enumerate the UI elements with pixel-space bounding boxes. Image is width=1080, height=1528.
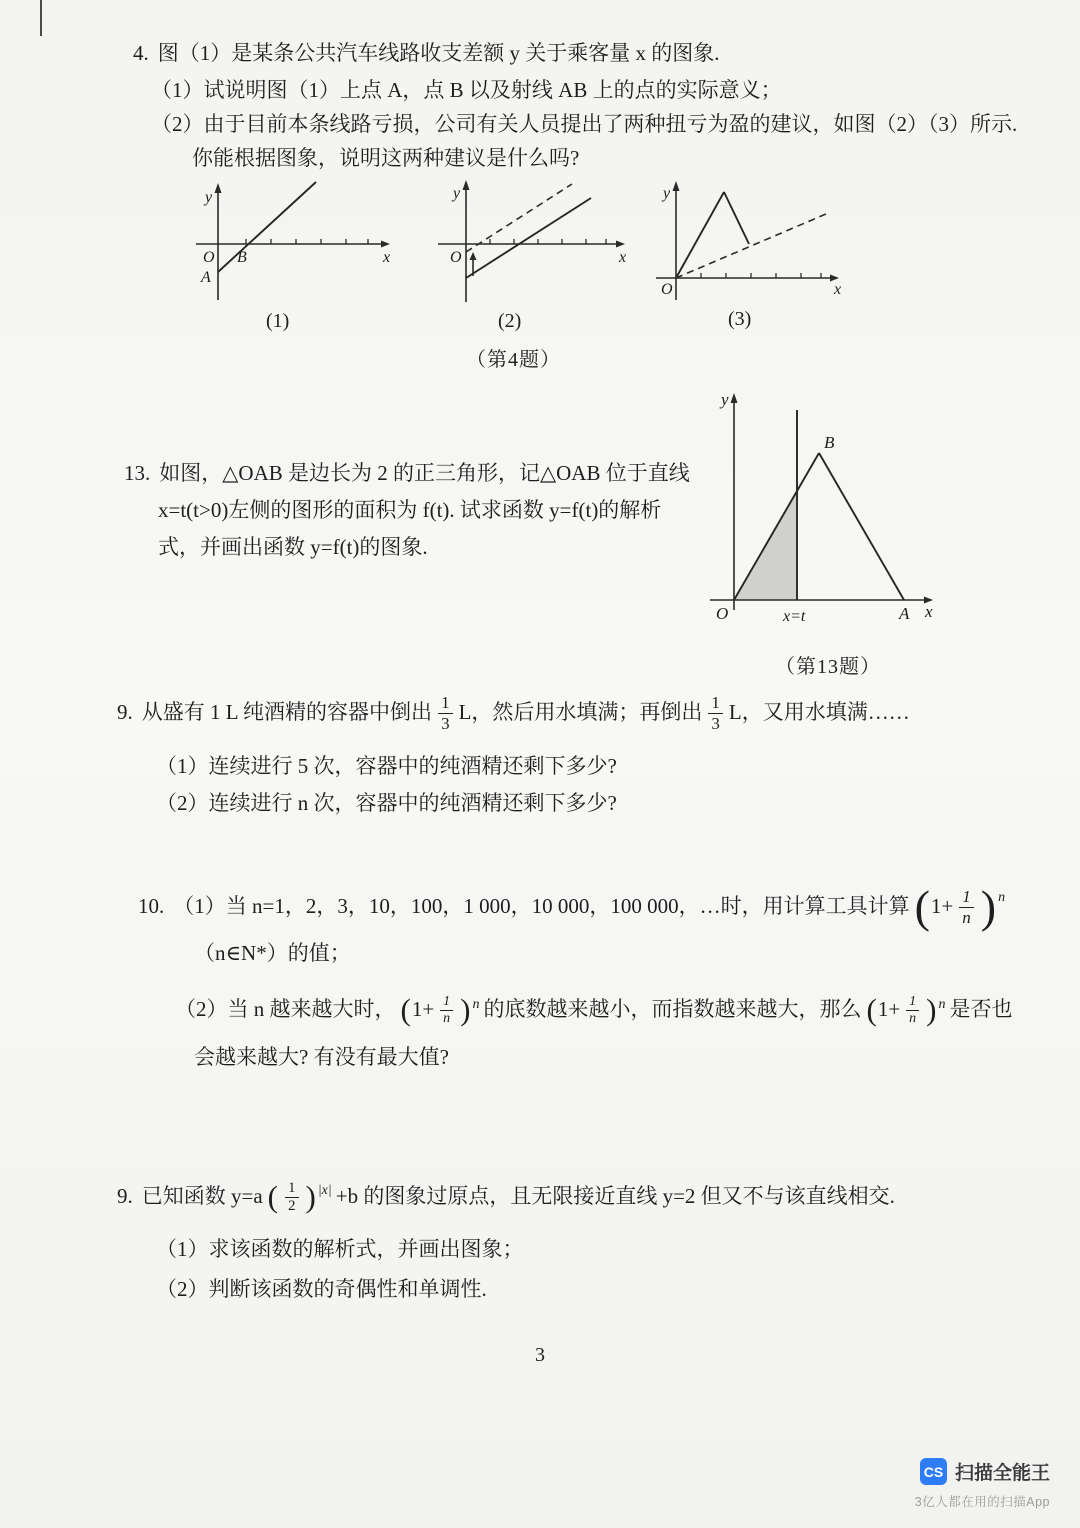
- problem4-intro-line: [133, 40, 720, 67]
- fig2-origin-label: O: [450, 249, 462, 266]
- exponent-n: n: [472, 996, 480, 1012]
- problem9a-item1: （1）连续进行 5 次，容器中的纯酒精还剩下多少?: [156, 754, 617, 778]
- problem4-item2-cont: 你能根据图象，说明这两种建议是什么吗?: [192, 146, 580, 170]
- expression-one-plus-one-over-n: ( 1+ $\frac{1}{n}$ ) n: [400, 992, 480, 1027]
- problem13-line1: [124, 460, 690, 487]
- fig2-y-label: y: [453, 185, 461, 202]
- fig1-pointB-label: B: [237, 249, 247, 266]
- fig13-side-BA: [819, 453, 904, 600]
- problem9a-number: 9.: [117, 700, 133, 725]
- problem10-line4: 会越来越大? 有没有最大值?: [194, 1045, 449, 1069]
- problem10-item1-tail: （n∈N*）的值；: [194, 941, 351, 965]
- fraction-denominator: 3: [708, 713, 723, 733]
- scanner-app-tagline: 3亿人都在用的扫描App: [914, 1495, 1050, 1509]
- fraction-numerator: 1: [441, 693, 450, 713]
- expression-one-plus-one-over-n: ( 1+ $\frac{1}{n}$ ) n: [866, 992, 946, 1027]
- exponent-n: n: [938, 996, 946, 1012]
- problem9b-item1: （1）求该函数的解析式，并画出图象；: [156, 1237, 524, 1261]
- fig13-y-label: y: [721, 390, 729, 409]
- problem10-number: 10.: [138, 894, 165, 919]
- fraction-one-third: [438, 693, 453, 732]
- problem10-item2-seg1: （2）当 n 越来越大时，: [175, 997, 396, 1022]
- problem9a-item2: （2）连续进行 n 次，容器中的纯酒精还剩下多少?: [156, 791, 617, 815]
- problem10-item2-seg2: 的底数越来越小，而指数越来越大，那么: [483, 997, 862, 1022]
- problem4-intro-text: 图（1）是某条公共汽车线路收支差额 y 关于乘客量 x 的图象.: [157, 41, 720, 65]
- problem10-line1: [138, 878, 1009, 936]
- fig3-y-label: y: [663, 185, 671, 202]
- expr-base: 1+: [411, 997, 435, 1022]
- problem9b-seg2: +b 的图象过原点，且无限接近直线 y=2 但又不与该直线相交.: [335, 1184, 895, 1209]
- problem9a-line1: [117, 690, 910, 736]
- expression-one-plus-one-over-n-big: ( 1+ $\frac{1}{n}$ ) n: [914, 881, 1006, 932]
- figure-problem4-2: [426, 178, 631, 310]
- exponent-n: n: [998, 890, 1006, 906]
- fig1-line-AB: [218, 182, 316, 272]
- problem10-line3: [175, 982, 1013, 1038]
- figure1-label: (1): [266, 310, 290, 332]
- problem9b-number: 9.: [117, 1184, 133, 1209]
- problem9b-seg1: 已知函数 y=a: [141, 1184, 263, 1209]
- problem9a-seg3: L，又用水填满……: [728, 700, 910, 725]
- fig1-x-label: x: [383, 249, 391, 266]
- figure-problem4-1: [186, 180, 396, 308]
- fig3-original-line-dashed: [676, 214, 826, 278]
- fig2-x-label: x: [619, 249, 627, 266]
- fig3-x-label: x: [834, 281, 842, 298]
- exponent-abs-x: |x|: [317, 1182, 332, 1198]
- fraction-numerator: 1: [288, 1179, 296, 1196]
- problem13-line3: 式，并画出函数 y=f(t)的图象.: [158, 535, 428, 559]
- problem10-item1-lead: （1）当 n=1，2，3，10，100，1 000，10 000，100 000，…时，用计算工具计算: [173, 894, 910, 919]
- expr-base: 1+: [930, 894, 954, 919]
- fraction-numerator: 1: [711, 693, 720, 713]
- problem13-figure-caption: （第13题）: [775, 656, 881, 678]
- fraction-denominator: n: [906, 1010, 919, 1027]
- fig3-steep-line: [676, 192, 724, 278]
- scan-artifact-line: [40, 0, 42, 36]
- fraction-one-over-n: [906, 994, 919, 1026]
- figure2-label: (2): [498, 310, 522, 332]
- problem4-number: 4.: [133, 41, 149, 65]
- figure-problem4-3: [646, 180, 846, 308]
- fig13-x-label: x: [925, 602, 933, 621]
- problem13-number: 13.: [124, 461, 151, 485]
- problem4-figure-caption: （第4题）: [466, 349, 561, 371]
- fig2-original-line: [466, 198, 591, 278]
- fraction-one-over-n: [959, 887, 974, 926]
- fraction-one-over-n: [440, 994, 453, 1026]
- fig3-origin-label: O: [661, 281, 673, 298]
- scanner-watermark: [920, 1458, 1050, 1485]
- fraction-one-half: [285, 1180, 299, 1215]
- fig13-origin-label: O: [716, 604, 729, 623]
- fig1-origin-label: O: [203, 249, 215, 266]
- problem4-item2: （2）由于目前本条线路亏损，公司有关人员提出了两种扭亏为盈的建议，如图（2）（3）所示.: [151, 112, 1018, 136]
- problem13-line1-text: 如图，△OAB 是边长为 2 的正三角形，记△OAB 位于直线: [159, 461, 690, 485]
- scanner-app-name: 扫描全能王: [954, 1463, 1050, 1484]
- fraction-denominator: 2: [285, 1197, 299, 1215]
- expr-base: 1+: [877, 997, 901, 1022]
- scanner-app-logo-icon: CS: [920, 1458, 947, 1485]
- figure3-label: (3): [728, 308, 752, 330]
- fig2-proposal-line-dashed: [466, 184, 572, 252]
- problem9a-seg1: 从盛有 1 L 纯酒精的容器中倒出: [141, 700, 433, 725]
- fig1-pointA-label: A: [201, 269, 211, 286]
- fraction-denominator: 3: [438, 713, 453, 733]
- expression-half-power-absx: ( $\frac{1}{2}$ ) |x|: [267, 1179, 332, 1214]
- fig3-down-segment: [724, 192, 749, 244]
- page-number: 3: [535, 1344, 545, 1366]
- fraction-denominator: n: [440, 1010, 453, 1027]
- fraction-numerator: 1: [443, 993, 451, 1009]
- problem10-item2-seg3: 是否也: [949, 997, 1013, 1022]
- problem9b-item2: （2）判断该函数的奇偶性和单调性.: [156, 1277, 487, 1301]
- fig1-y-label: y: [205, 189, 213, 206]
- problem13-line2: x=t(t>0)左侧的图形的面积为 f(t). 试求函数 y=f(t)的解析: [158, 498, 662, 522]
- fig13-line-label: x=t: [783, 608, 806, 625]
- problem4-item1: （1）试说明图（1）上点 A，点 B 以及射线 AB 上的点的实际意义；: [151, 78, 782, 102]
- figure-problem13: [696, 388, 941, 643]
- problem9a-seg2: L，然后用水填满；再倒出: [458, 700, 703, 725]
- problem9b-line1: [117, 1170, 895, 1224]
- fig13-pointB-label: B: [824, 433, 835, 452]
- fraction-one-third: [708, 693, 723, 732]
- fraction-numerator: 1: [909, 993, 917, 1009]
- fraction-denominator: n: [959, 907, 974, 927]
- fraction-numerator: 1: [962, 887, 971, 907]
- fig13-pointA-label: A: [899, 604, 910, 623]
